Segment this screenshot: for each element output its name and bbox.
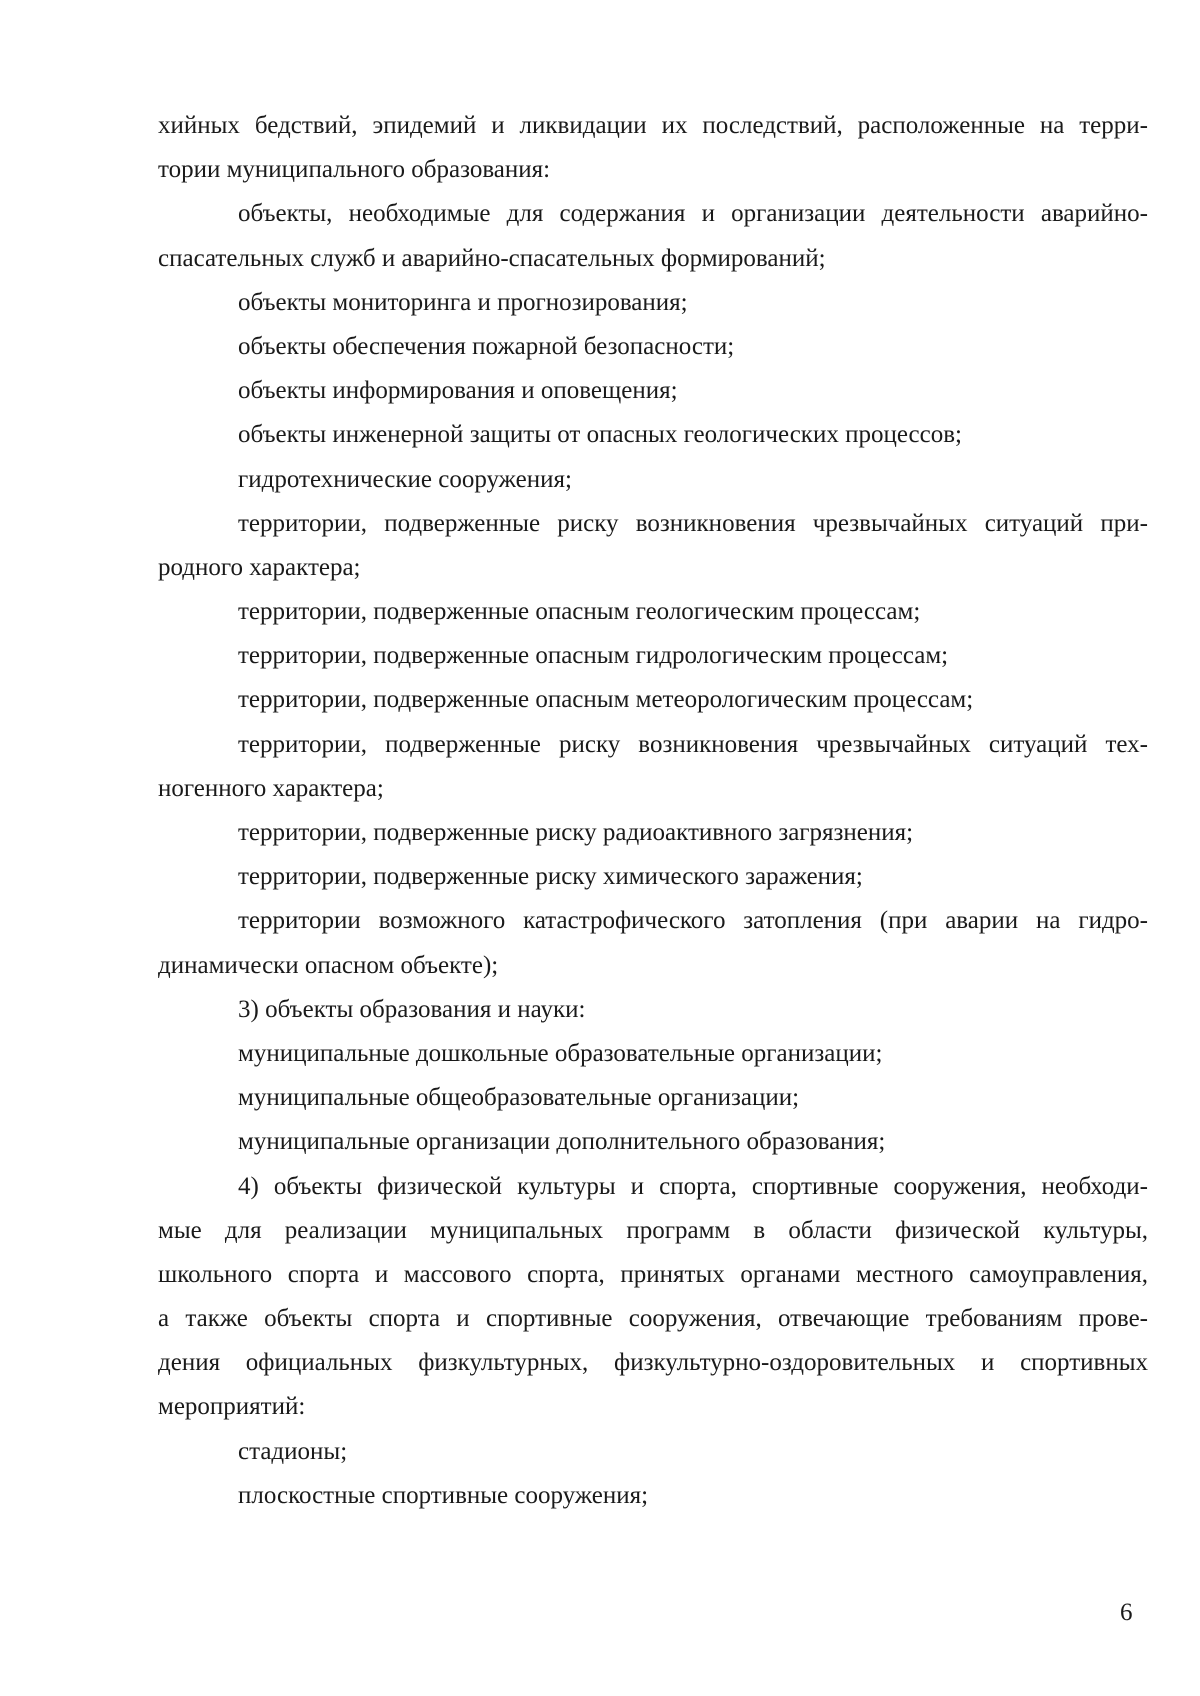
text-line: мые для реализации муниципальных программ в области физической культуры, [158,1216,1148,1244]
text-line: объекты информирования и оповещения; [238,377,678,405]
text-line: гидротехнические сооружения; [238,465,572,493]
text-line: школьного спорта и массового спорта, принятых органами местного самоуправления, [158,1260,1148,1288]
document-body [158,104,1148,1518]
text-line: объекты мониторинга и прогнозирования; [238,288,688,316]
text-line: 3) объекты образования и науки: [238,995,586,1023]
text-line: территории, подверженные риску радиоактивного загрязнения; [238,819,914,846]
text-line: ногенного характера; [158,774,384,802]
text-line: территории, подверженные риску химического заражения; [238,863,863,891]
text-line: родного характера; [158,553,361,581]
text-line: территории, подверженные опасным метеорологическим процессам; [238,686,974,714]
text-line: территории возможного катастрофического затопления (при аварии на гидро- [238,907,1148,935]
text-line: объекты обеспечения пожарной безопасности; [238,332,735,360]
text-line: муниципальные организации дополнительного образования; [238,1128,886,1156]
text-line: стадионы; [238,1437,348,1465]
text-line: а также объекты спорта и спортивные сооружения, отвечающие требованиям прове- [158,1305,1148,1333]
text-line: территории, подверженные опасным гидрологическим процессам; [238,642,949,670]
text-line: территории, подверженные опасным геологическим процессам; [238,598,921,626]
text-line: территории, подверженные риску возникновения чрезвычайных ситуаций при- [238,509,1148,537]
text-line: объекты, необходимые для содержания и организации деятельности аварийно- [238,200,1148,228]
text-line: спасательных служб и аварийно-спасательных формирований; [158,244,826,272]
text-line: плоскостные спортивные сооружения; [238,1481,649,1509]
text-line: муниципальные общеобразовательные организации; [238,1084,800,1112]
page-number: 6 [1120,1599,1133,1626]
text-line: дения официальных физкультурных, физкультурно-оздоровительных и спортивных [158,1349,1148,1377]
text-line: муниципальные дошкольные образовательные организации; [238,1039,883,1067]
text-line: мероприятий: [158,1393,306,1421]
text-line: тории муниципального образования: [158,156,551,184]
text-line: хийных бедствий, эпидемий и ликвидации их последствий, расположенные на терри- [158,112,1148,139]
text-line: объекты инженерной защиты от опасных геологических процессов; [238,421,962,449]
text-line: 4) объекты физической культуры и спорта, спортивные сооружения, необходи- [238,1172,1148,1200]
text-line: динамически опасном объекте); [158,951,499,979]
text-line: территории, подверженные риску возникновения чрезвычайных ситуаций тех- [238,730,1148,758]
